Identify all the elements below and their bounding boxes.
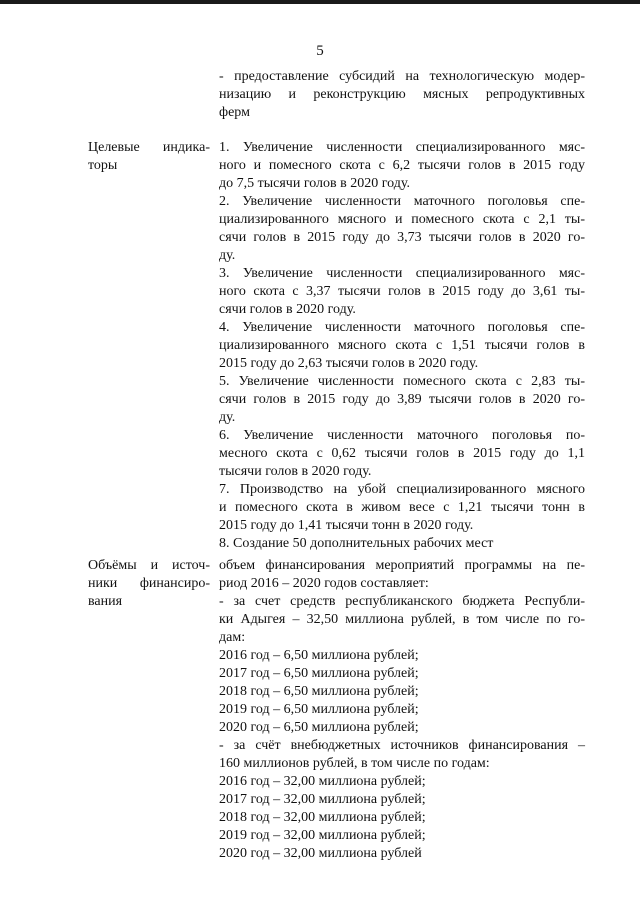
funding-year-line: 2018 год – 6,50 миллиона рублей; bbox=[219, 684, 419, 699]
indicator-line: ду. bbox=[219, 410, 236, 425]
intro-paragraph bbox=[219, 68, 585, 122]
funding-line: объем финансирования мероприятий программы на пе- bbox=[219, 558, 585, 573]
indicator-line: сячи голов в 2015 году до 3,73 тысячи голов в 2020 го- bbox=[219, 230, 585, 245]
funding-year-line: 2016 год – 32,00 миллиона рублей; bbox=[219, 774, 426, 789]
page-number: 5 bbox=[316, 43, 324, 59]
indicator-item bbox=[219, 319, 585, 373]
indicator-line: 8. Создание 50 дополнительных рабочих мест bbox=[219, 536, 494, 551]
indicator-item bbox=[219, 139, 585, 193]
indicator-line: до 7,5 тысячи голов в 2020 году. bbox=[219, 176, 410, 191]
funding-year-line: 2020 год – 32,00 миллиона рублей bbox=[219, 846, 422, 861]
indicator-line: 2. Увеличение численности маточного поголовья спе- bbox=[219, 194, 585, 209]
indicator-line: тысячи голов в 2020 году. bbox=[219, 464, 372, 479]
indicator-line: 4. Увеличение численности маточного поголовья спе- bbox=[219, 320, 585, 335]
intro-line: ферм bbox=[219, 105, 250, 120]
funding-label bbox=[88, 557, 210, 611]
indicator-item bbox=[219, 535, 585, 553]
indicator-item bbox=[219, 427, 585, 481]
indicators-label-line: торы bbox=[88, 158, 118, 173]
scan-top-border bbox=[0, 0, 640, 4]
funding-label-line: вания bbox=[88, 594, 123, 609]
funding-details bbox=[219, 557, 585, 863]
indicators-list bbox=[219, 139, 585, 553]
indicator-line: 7. Производство на убой специализированного мясного bbox=[219, 482, 585, 497]
funding-line: ки Адыгея – 32,50 миллиона рублей, в том числе по го- bbox=[219, 612, 585, 627]
indicator-item bbox=[219, 481, 585, 535]
funding-year-line: 2019 год – 6,50 миллиона рублей; bbox=[219, 702, 419, 717]
indicator-line: 5. Увеличение численности помесного скота с 2,83 ты- bbox=[219, 374, 585, 389]
funding-year-line: 2018 год – 32,00 миллиона рублей; bbox=[219, 810, 426, 825]
indicator-line: циализированного мясного и помесного скота с 2,1 ты- bbox=[219, 212, 585, 227]
indicator-line: 1. Увеличение численности специализированного мяс- bbox=[219, 140, 585, 155]
indicator-line: 3. Увеличение численности специализированного мяс- bbox=[219, 266, 585, 281]
indicator-line: 6. Увеличение численности маточного поголовья по- bbox=[219, 428, 585, 443]
funding-external-sources bbox=[219, 737, 585, 773]
indicator-line: ду. bbox=[219, 248, 236, 263]
indicator-item bbox=[219, 373, 585, 427]
indicator-item bbox=[219, 193, 585, 265]
indicators-label-line: Целевые индика- bbox=[88, 140, 210, 155]
funding-label-line: Объёмы и источ- bbox=[88, 558, 210, 573]
funding-line: - за счет средств республиканского бюджета Республи- bbox=[219, 594, 585, 609]
funding-label-line: ники финансиро- bbox=[88, 576, 210, 591]
funding-republic-years bbox=[219, 647, 585, 737]
indicator-line: сячи голов в 2020 году. bbox=[219, 302, 356, 317]
indicator-line: 2015 году до 1,41 тысячи тонн в 2020 году. bbox=[219, 518, 474, 533]
funding-line: 160 миллионов рублей, в том числе по годам: bbox=[219, 756, 490, 771]
indicator-line: 2015 году до 2,63 тысячи голов в 2020 году. bbox=[219, 356, 479, 371]
indicator-line: ного скота с 3,37 тысячи голов в 2015 году до 3,61 ты- bbox=[219, 284, 585, 299]
funding-line: риод 2016 – 2020 годов составляет: bbox=[219, 576, 429, 591]
indicator-line: сячи голов в 2015 году до 3,89 тысячи голов в 2020 го- bbox=[219, 392, 585, 407]
funding-year-line: 2019 год – 32,00 миллиона рублей; bbox=[219, 828, 426, 843]
indicator-line: месного скота с 0,62 тысячи голов в 2015 году до 1,1 bbox=[219, 446, 585, 461]
funding-intro bbox=[219, 557, 585, 593]
funding-year-line: 2016 год – 6,50 миллиона рублей; bbox=[219, 648, 419, 663]
indicator-item bbox=[219, 265, 585, 319]
indicators-label bbox=[88, 139, 210, 175]
funding-line: дам: bbox=[219, 630, 246, 645]
funding-year-line: 2020 год – 6,50 миллиона рублей; bbox=[219, 720, 419, 735]
indicator-line: и помесного скота в живом весе с 1,21 тысячи тонн в bbox=[219, 500, 585, 515]
funding-republic-budget bbox=[219, 593, 585, 647]
funding-line: - за счёт внебюджетных источников финансирования – bbox=[219, 738, 585, 753]
intro-line: низацию и реконструкцию мясных репродуктивных bbox=[219, 87, 585, 102]
funding-year-line: 2017 год – 6,50 миллиона рублей; bbox=[219, 666, 419, 681]
indicator-line: циализированного мясного скота с 1,51 тысячи голов в bbox=[219, 338, 585, 353]
indicator-line: ного и помесного скота с 6,2 тысячи голов в 2015 году bbox=[219, 158, 585, 173]
funding-external-years bbox=[219, 773, 585, 863]
intro-line: - предоставление субсидий на технологическую модер- bbox=[219, 69, 585, 84]
funding-year-line: 2017 год – 32,00 миллиона рублей; bbox=[219, 792, 426, 807]
